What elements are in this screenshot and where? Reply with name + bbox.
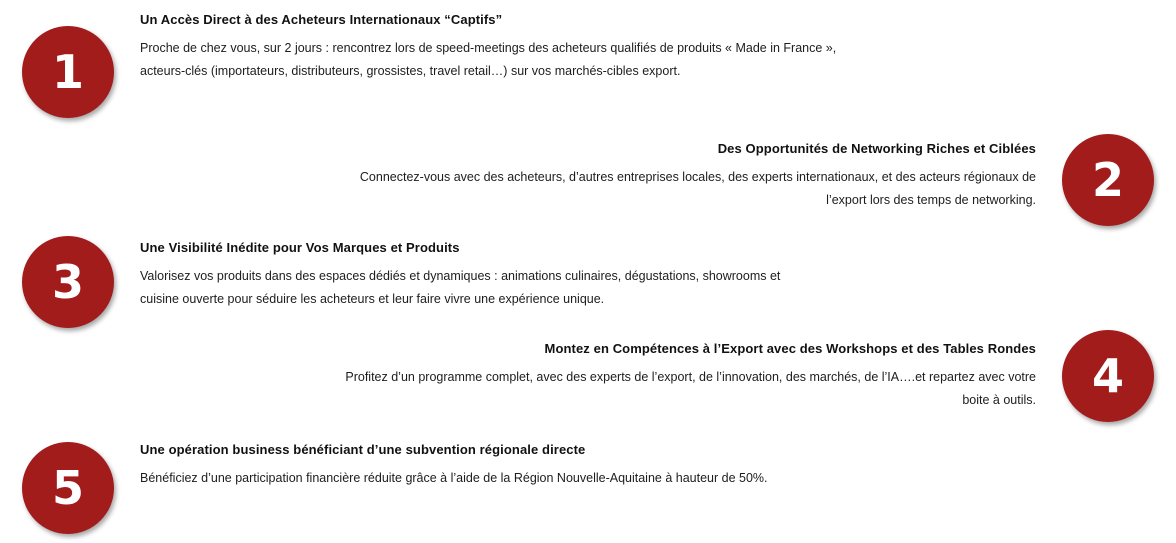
benefit-title: Montez en Compétences à l’Export avec des Workshops et des Tables Rondes — [544, 341, 1036, 356]
badge-number: 1 — [51, 45, 84, 99]
number-badge-1 — [22, 26, 114, 118]
benefit-description: Connectez-vous avec des acheteurs, d’autres entreprises locales, des experts internationaux, et des acteurs régionaux de l’export lors des temps de networking. — [359, 170, 1036, 207]
benefit-description: Profitez d’un programme complet, avec des experts de l’export, de l’innovation, des marchés, de l’IA….et repartez avec votre boite à outils. — [345, 370, 1036, 407]
benefit-item-3 — [140, 239, 860, 311]
benefit-title: Une opération business bénéficiant d’une subvention régionale directe — [140, 442, 586, 457]
benefit-item-1 — [140, 11, 860, 83]
benefit-description: Proche de chez vous, sur 2 jours : rencontrez lors de speed-meetings des acheteurs qualifiés de produits « Made in France », acteurs-clés (importateurs, distributeurs, grossistes, travel retail…) sur vos marchés-cibles export. — [140, 41, 837, 78]
benefit-title: Des Opportunités de Networking Riches et Ciblées — [717, 141, 1036, 156]
benefit-title: Une Visibilité Inédite pour Vos Marques et Produits — [140, 240, 460, 255]
benefit-item-5 — [140, 441, 860, 490]
badge-number: 4 — [1091, 349, 1124, 403]
benefit-description: Bénéficiez d’une participation financière réduite grâce à l’aide de la Région Nouvelle-Aquitaine à hauteur de 50%. — [140, 471, 768, 485]
badge-number: 5 — [51, 461, 84, 515]
benefit-description: Valorisez vos produits dans des espaces dédiés et dynamiques : animations culinaires, dégustations, showrooms et cuisine ouverte pour séduire les acheteurs et leur faire vivre une expérience unique. — [140, 269, 781, 306]
benefit-item-4 — [316, 340, 1036, 412]
number-badge-4 — [1062, 330, 1154, 422]
badge-number: 2 — [1091, 153, 1124, 207]
benefit-title: Un Accès Direct à des Acheteurs Internationaux “Captifs” — [140, 12, 503, 27]
number-badge-3 — [22, 236, 114, 328]
number-badge-5 — [22, 442, 114, 534]
number-badge-2 — [1062, 134, 1154, 226]
benefit-item-2 — [316, 140, 1036, 212]
badge-number: 3 — [51, 255, 84, 309]
